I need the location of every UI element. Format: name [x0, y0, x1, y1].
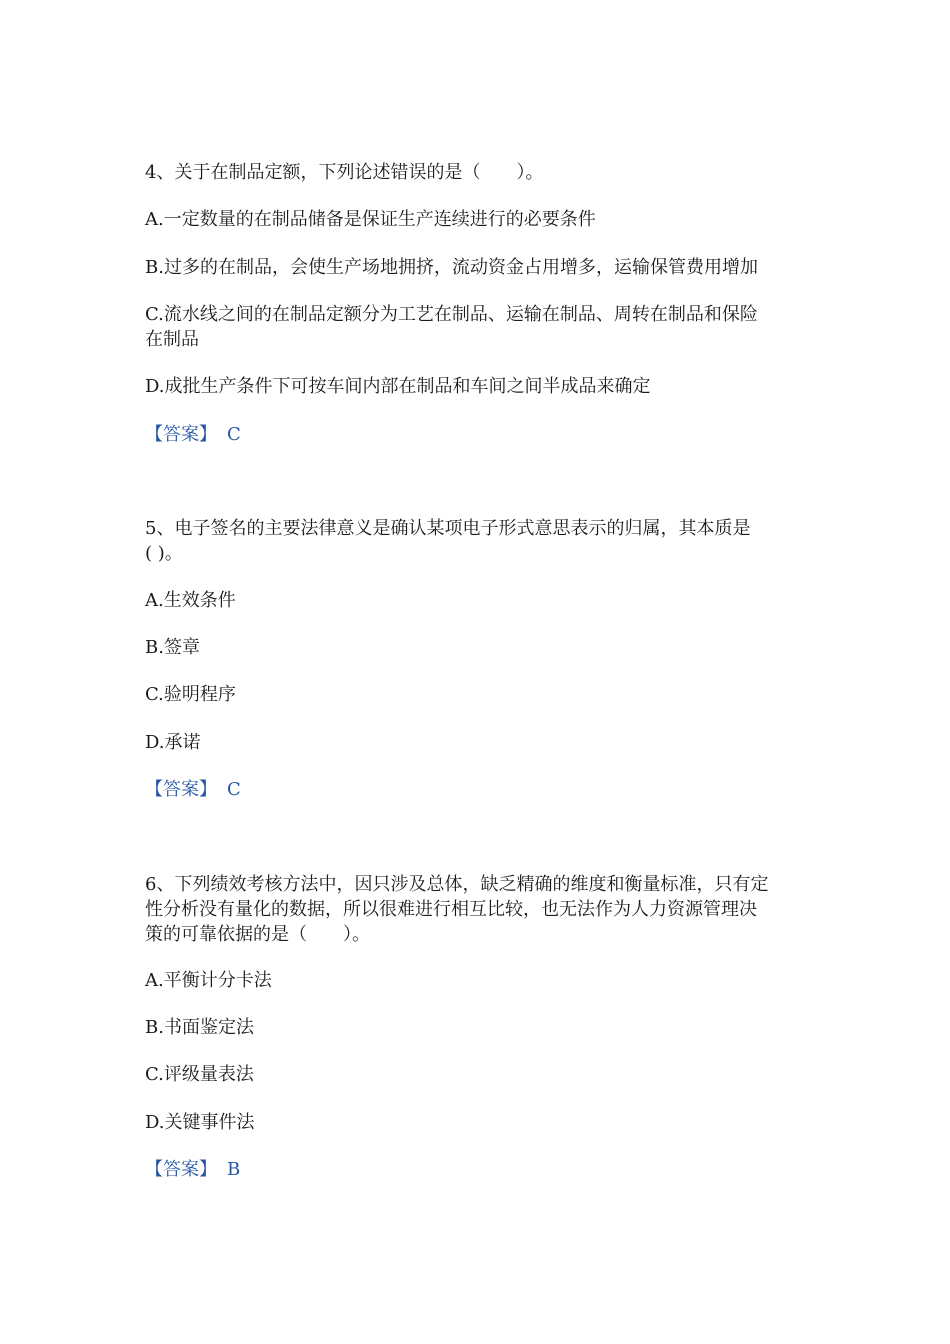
question-4-option-d: D.成批生产条件下可按车间内部在制品和车间之间半成品来确定 — [145, 376, 651, 397]
question-5-option-c: C.验明程序 — [145, 684, 236, 705]
question-5-stem-line-2: ( )。 — [145, 543, 183, 564]
question-5-stem-line-1: 5、电子签名的主要法律意义是确认某项电子形式意思表示的归属，其本质是 — [145, 518, 751, 539]
question-4-option-a: A.一定数量的在制品储备是保证生产连续进行的必要条件 — [145, 209, 596, 230]
question-4-option-b: B.过多的在制品，会使生产场地拥挤，流动资金占用增多，运输保管费用增加 — [145, 257, 758, 278]
question-4-option-c-cont: 在制品 — [145, 329, 199, 350]
question-4-answer — [145, 422, 810, 447]
question-6-stem-line-1: 6、下列绩效考核方法中，因只涉及总体，缺乏精确的维度和衡量标准，只有定 — [145, 874, 769, 895]
question-4-stem: 4、关于在制品定额，下列论述错误的是（ ）。 — [145, 162, 544, 183]
question-6-stem-line-2: 性分析没有量化的数据，所以很难进行相互比较，也无法作为人力资源管理决 — [145, 899, 757, 920]
answer-value: C — [227, 779, 241, 800]
question-6-option-b: B.书面鉴定法 — [145, 1017, 254, 1038]
answer-value: B — [227, 1159, 241, 1180]
question-5-option-d: D.承诺 — [145, 732, 201, 753]
answer-label: 【答案】 — [145, 1159, 217, 1180]
question-5-option-b: B.签章 — [145, 637, 200, 658]
question-6-answer — [145, 1157, 810, 1182]
answer-value: C — [227, 424, 241, 445]
question-6-option-d: D.关键事件法 — [145, 1112, 255, 1133]
question-5-answer — [145, 777, 810, 802]
answer-label: 【答案】 — [145, 424, 217, 445]
question-6-option-c: C.评级量表法 — [145, 1064, 254, 1085]
answer-label: 【答案】 — [145, 779, 217, 800]
question-6-stem-line-3: 策的可靠依据的是（ ）。 — [145, 924, 370, 945]
question-6-option-a: A.平衡计分卡法 — [145, 970, 272, 991]
question-5-option-a: A.生效条件 — [145, 590, 236, 611]
question-4-option-c: C.流水线之间的在制品定额分为工艺在制品、运输在制品、周转在制品和保险 — [145, 304, 758, 325]
